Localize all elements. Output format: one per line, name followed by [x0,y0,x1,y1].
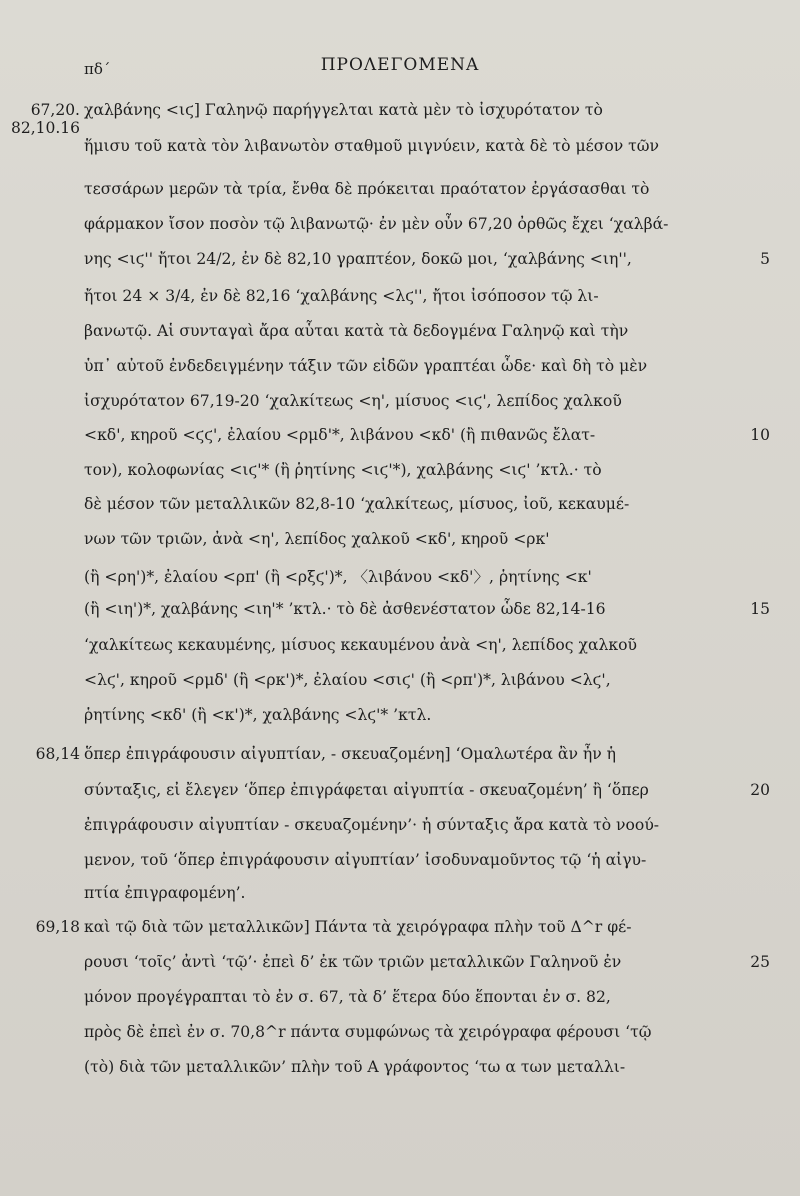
text-line: καὶ τῷ διὰ τῶν μεταλλικῶν] Πάντα τὰ χειρόγραφα πλὴν τοῦ Δ^r φέ- [84,918,632,936]
margin-reference: 69,18 [35,918,80,936]
line-number: 10 [750,426,770,444]
running-title: ΠΡΟΛΕΓΟΜΕΝΑ [320,55,480,75]
text-line: ρουσι ‘τοῖς’ ἀντὶ ‘τῷ’· ἐπεὶ δ’ ἐκ τῶν τριῶν μεταλλικῶν Γαληνοῦ ἐν [84,953,622,971]
text-line: τον), κολοφωνίας <ιϛ'* (ἢ ῥητίνης <ιϛ'*), χαλβάνης <ιϛ' ’κτλ.· τὸ [84,461,602,479]
text-line: τεσσάρων μερῶν τὰ τρία, ἔνθα δὲ πρόκειται πραότατον ἐργάσασθαι τὸ [84,180,650,198]
text-line: <κδ', κηροῦ <ϛϛ', ἐλαίου <ρμδ'*, λιβάνου <κδ' (ἢ πιθανῶς ἔλατ- [84,426,596,444]
text-line: ῥητίνης <κδ' (ἢ <κ')*, χαλβάνης <λϛ'* ’κτλ. [84,706,432,724]
text-line: (ἢ <ιη')*, χαλβάνης <ιη'* ’κτλ.· τὸ δὲ ἀσθενέστατον ὧδε 82,14-16 [84,600,606,618]
text-line: ὅπερ ἐπιγράφουσιν αἰγυπτίαν, - σκευαζομένη] ‘Ομαλωτέρα ἂν ἦν ἡ [84,745,616,763]
line-number: 15 [750,600,770,618]
text-line: μόνον προγέγραπται τὸ ἐν σ. 67, τὰ δ’ ἕτερα δύο ἕπονται ἐν σ. 82, [84,988,611,1006]
line-number: 5 [760,250,770,268]
text-line: σύνταξις, εἰ ἔλεγεν ‘ὅπερ ἐπιγράφεται αἰγυπτία - σκευαζομένη’ ἢ ‘ὅπερ [84,781,649,799]
text-line: ‘χαλκίτεως κεκαυμένης, μίσυος κεκαυμένου ἀνὰ <η', λεπίδος χαλκοῦ [84,636,637,654]
text-line: βανωτῷ. Αἱ συνταγαὶ ἄρα αὗται κατὰ τὰ δεδογμένα Γαληνῷ καὶ τὴν [84,322,629,340]
text-line: φάρμακον ἴσον ποσὸν τῷ λιβανωτῷ· ἐν μὲν οὖν 67,20 ὀρθῶς ἔχει ‘χαλβά- [84,215,669,233]
text-line: ἤτοι 24 × 3/4, ἐν δὲ 82,16 ‘χαλβάνης <λϛ'', ἤτοι ἰσόποσον τῷ λι- [84,287,599,305]
text-line: δὲ μέσον τῶν μεταλλικῶν 82,8-10 ‘χαλκίτεως, μίσυος, ἰοῦ, κεκαυμέ- [84,495,630,513]
page-number: πδ΄ [84,60,111,78]
text-line: πρὸς δὲ ἐπεὶ ἐν σ. 70,8^r πάντα συμφώνως τὰ χειρόγραφα φέρουσι ‘τῷ [84,1023,652,1041]
text-line: νων τῶν τριῶν, ἀνὰ <η', λεπίδος χαλκοῦ <κδ', κηροῦ <ρκ' [84,530,550,548]
text-line: <λϛ', κηροῦ <ρμδ' (ἢ <ρκ')*, ἐλαίου <σιϛ' (ἢ <ρπ')*, λιβάνου <λϛ', [84,671,611,689]
text-line: ἥμισυ τοῦ κατὰ τὸν λιβανωτὸν σταθμοῦ μιγνύειν, κατὰ δὲ τὸ μέσον τῶν [84,137,659,155]
text-line: ἰσχυρότατον 67,19-20 ‘χαλκίτεως <η', μίσυος <ιϛ', λεπίδος χαλκοῦ [84,392,622,410]
text-line: πτία ἐπιγραφομένη’. [84,884,246,902]
text-line: μενον, τοῦ ‘ὅπερ ἐπιγράφουσιν αἰγυπτίαν’ ἰσοδυναμοῦντος τῷ ‘ἡ αἰγυ- [84,851,647,869]
text-line: χαλβάνης <ιϛ] Γαληνῷ παρήγγελται κατὰ μὲν τὸ ἰσχυρότατον τὸ [84,101,603,119]
line-number: 20 [750,781,770,799]
line-number: 25 [750,953,770,971]
text-line: νης <ιϛ'' ἤτοι 24/2, ἐν δὲ 82,10 γραπτέον, δοκῶ μοι, ‘χαλβάνης <ιη'', [84,250,632,268]
text-line: (ἢ <ρη')*, ἐλαίου <ρπ' (ἢ <ρξϛ')*, 〈λιβάνου <κδ'〉, ῥητίνης <κ' [84,568,592,586]
text-line: (τὸ) διὰ τῶν μεταλλικῶν’ πλὴν τοῦ Α γράφοντος ‘τω α των μεταλλι- [84,1058,626,1076]
text-line: ἐπιγράφουσιν αἰγυπτίαν - σκευαζομένην’· ἡ σύνταξις ἄρα κατὰ τὸ νοού- [84,816,660,834]
text-line: ὑπ᾽ αὐτοῦ ἐνδεδειγμένην τάξιν τῶν εἰδῶν γραπτέαι ὧδε· καὶ δὴ τὸ μὲν [84,357,648,375]
margin-reference: 67,20. 82,10.16 [10,101,80,137]
margin-reference: 68,14 [35,745,80,763]
